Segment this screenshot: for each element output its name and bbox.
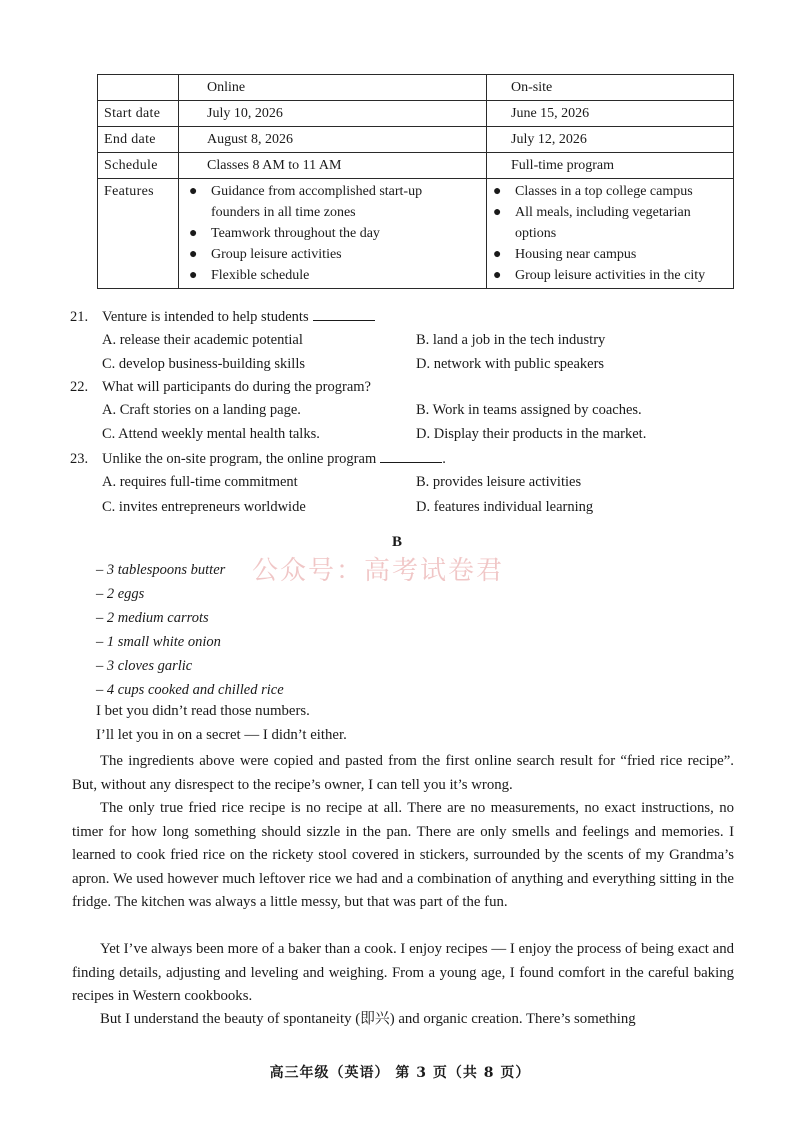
question-22: [70, 376, 371, 398]
online-features-cell: [179, 179, 487, 289]
list-item: [491, 202, 707, 223]
bullet-icon: ●: [493, 184, 502, 199]
bullet-icon: ●: [189, 184, 198, 199]
feature-text: Group leisure activities: [211, 247, 342, 262]
paragraph: But I understand the beauty of spontaneity (即兴) and organic creation. There’s something: [100, 1011, 636, 1027]
option-d[interactable]: D. Display their products in the market.: [416, 426, 647, 442]
features-label: Features: [98, 179, 179, 289]
bullet-icon: ●: [189, 247, 198, 262]
list-item: [187, 202, 460, 223]
list-item: [187, 265, 460, 286]
ingredient-item: – 4 cups cooked and chilled rice: [96, 682, 284, 698]
header-online: Online: [179, 75, 487, 101]
list-item: [491, 265, 707, 286]
feature-text: Flexible schedule: [211, 268, 310, 283]
feature-text: options: [515, 226, 557, 241]
feature-text: Housing near campus: [515, 247, 637, 262]
answer-blank: [313, 306, 375, 321]
page-footer: 高三年级（英语） 第 3 页（共 8 页）: [269, 1065, 531, 1081]
onsite-features-cell: [487, 179, 734, 289]
list-item: [491, 244, 707, 265]
option-a[interactable]: A. requires full-time commitment: [102, 474, 298, 490]
feature-text: Guidance from accomplished start-up: [211, 184, 423, 199]
watermark: 公众号：高考试卷君: [252, 556, 505, 586]
row-label: End date: [98, 127, 179, 153]
ingredient-item: – 1 small white onion: [96, 634, 221, 650]
question-stem: Unlike the on-site program, the online program: [102, 451, 377, 467]
text-line: I’ll let you in on a secret — I didn’t either.: [96, 727, 347, 743]
online-cell: August 8, 2026: [179, 127, 487, 153]
online-features-list: [187, 181, 460, 286]
row-label: Schedule: [98, 153, 179, 179]
table-row: [98, 101, 734, 127]
row-label: Start date: [98, 101, 179, 127]
onsite-cell: July 12, 2026: [487, 127, 734, 153]
option-b[interactable]: B. provides leisure activities: [416, 474, 582, 490]
bullet-icon: ●: [493, 205, 502, 220]
question-stem: What will participants do during the program?: [102, 379, 371, 395]
option-b[interactable]: B. land a job in the tech industry: [416, 332, 606, 348]
ingredient-item: – 2 medium carrots: [96, 610, 209, 626]
header-blank-cell: [98, 75, 179, 101]
onsite-cell: June 15, 2026: [487, 101, 734, 127]
feature-text: Classes in a top college campus: [515, 184, 693, 199]
ingredient-item: – 3 cloves garlic: [96, 658, 193, 674]
option-c[interactable]: C. invites entrepreneurs worldwide: [102, 499, 306, 515]
option-a[interactable]: A. release their academic potential: [102, 332, 303, 348]
onsite-features-list: [491, 181, 707, 286]
question-21: [70, 306, 375, 328]
ingredient-item: – 3 tablespoons butter: [96, 562, 226, 578]
bullet-icon: ●: [189, 268, 198, 283]
question-stem: Venture is intended to help students: [102, 309, 309, 325]
paragraph: The only true fried rice recipe is no recipe at all. There are no measurements, no exact instructions, no timer for how long something should sizzle in the pan. There are only smells and feelings and memories. I learned to cook fried rice on the rickety stool covered in stickers, surrounded by the scents of my Grandma’s apron. We used however much leftover rice we had and a combination of anything and everything sitting in the fridge. The kitchen was always a little messy, but that was part of the fun.: [72, 800, 734, 911]
program-comparison-table: [97, 74, 734, 289]
table-header-row: [98, 75, 734, 101]
text-line: I bet you didn’t read those numbers.: [96, 703, 310, 719]
option-a[interactable]: A. Craft stories on a landing page.: [102, 402, 301, 418]
onsite-cell: Full-time program: [487, 153, 734, 179]
option-c[interactable]: C. develop business-building skills: [102, 356, 305, 372]
option-d[interactable]: D. features individual learning: [416, 499, 594, 515]
list-item: [187, 181, 460, 202]
table-row: [98, 153, 734, 179]
question-23: 23. Unlike the on-site program, the online program .: [70, 448, 446, 470]
list-item: [187, 244, 460, 265]
question-number: 22.: [70, 379, 89, 395]
table-row: [98, 127, 734, 153]
list-item: [491, 181, 707, 202]
option-c[interactable]: C. Attend weekly mental health talks.: [102, 426, 320, 442]
feature-text: founders in all time zones: [211, 205, 356, 220]
answer-blank: [380, 448, 442, 463]
bullet-icon: ●: [493, 268, 502, 283]
list-item: [491, 223, 707, 244]
ingredient-item: – 2 eggs: [96, 586, 145, 602]
question-number: 23.: [70, 451, 89, 467]
header-onsite: On-site: [487, 75, 734, 101]
feature-text: Teamwork throughout the day: [211, 226, 380, 241]
section-heading: B: [392, 534, 403, 550]
question-number: 21.: [70, 309, 89, 325]
online-cell: July 10, 2026: [179, 101, 487, 127]
list-item: [187, 223, 460, 244]
bullet-icon: ●: [189, 226, 198, 241]
features-row: [98, 179, 734, 289]
online-cell: Classes 8 AM to 11 AM: [179, 153, 487, 179]
bullet-icon: ●: [493, 247, 502, 262]
paragraph: The ingredients above were copied and pasted from the first online search result for “fried rice recipe”. But, without any disrespect to the recipe’s owner, I can tell you it’s wrong.: [72, 753, 734, 793]
paragraph: Yet I’ve always been more of a baker than a cook. I enjoy recipes — I enjoy the process of being exact and finding details, adjusting and leveling and weighing. From a young age, I found comfort in the careful baking recipes in Western cookbooks.: [72, 941, 734, 1005]
feature-text: Group leisure activities in the city: [515, 268, 706, 283]
feature-text: All meals, including vegetarian: [515, 205, 691, 220]
option-b[interactable]: B. Work in teams assigned by coaches.: [416, 402, 642, 418]
option-d[interactable]: D. network with public speakers: [416, 356, 605, 372]
